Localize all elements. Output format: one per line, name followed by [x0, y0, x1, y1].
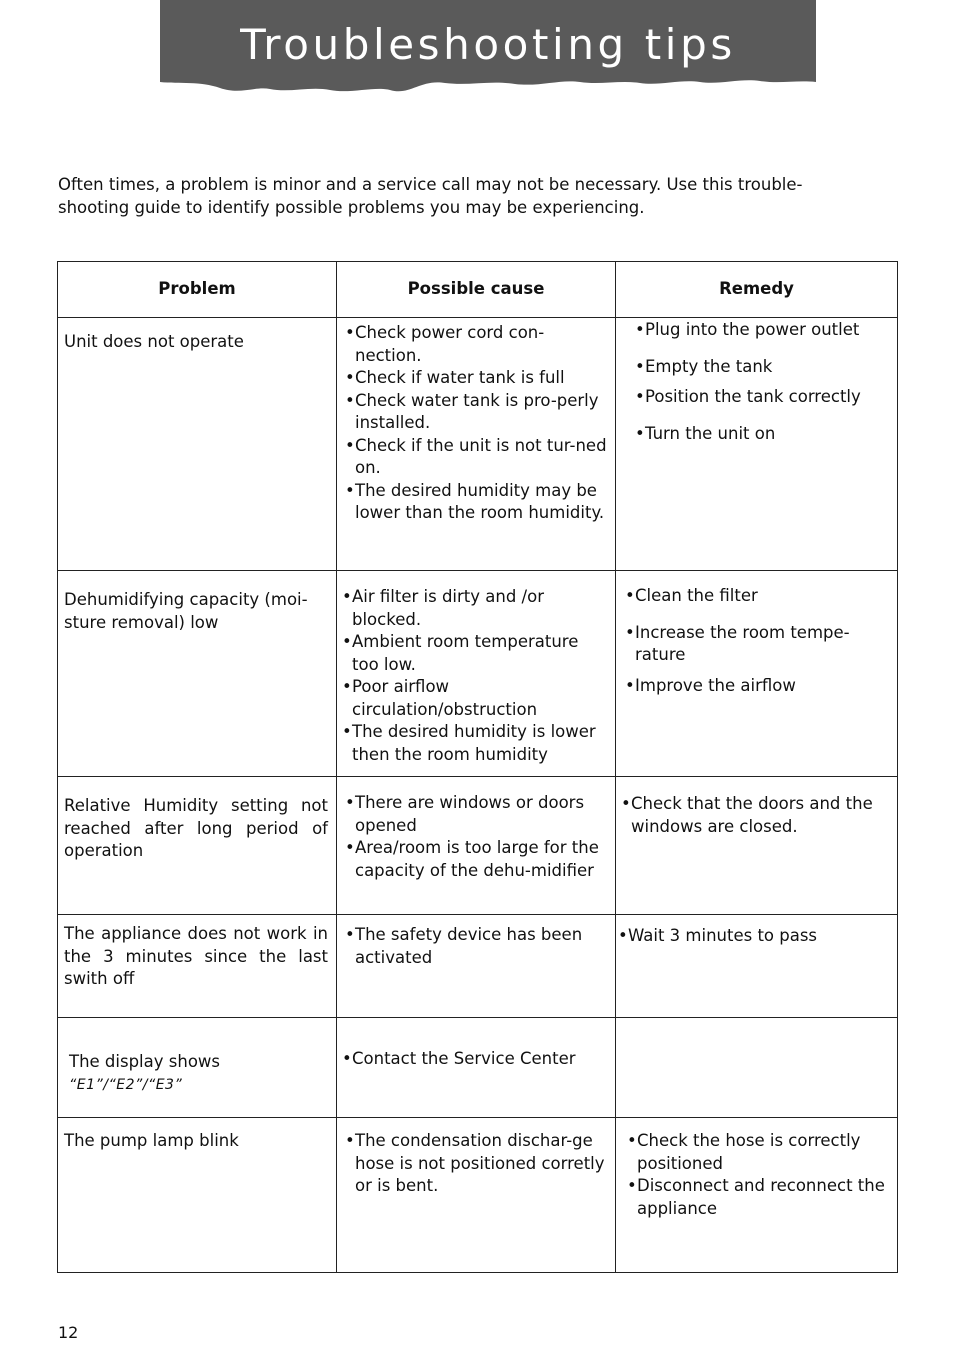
remedy-cell	[616, 777, 898, 915]
problem-text: Relative Humidity setting not reached after long period of operation	[64, 796, 328, 860]
cause-cell	[337, 777, 616, 915]
problem-cell	[58, 318, 337, 571]
cause-item: • Check water tank is pro-perly installed.	[345, 390, 610, 435]
intro-line: shooting guide to identify possible problems you may be experiencing.	[58, 197, 645, 217]
cause-item: • The safety device has been activated	[345, 924, 610, 969]
cause-item: • Area/room is too large for the capacity of the dehu-midifier	[345, 837, 610, 882]
column-header-remedy: Remedy	[616, 262, 898, 318]
intro-paragraph	[58, 174, 908, 219]
remedy-cell	[616, 915, 898, 1018]
table-row	[58, 1018, 898, 1118]
problem-text: The appliance does not work in the 3 minutes since the last swith off	[64, 924, 328, 988]
table-row	[58, 777, 898, 915]
cause-cell	[337, 571, 616, 777]
problem-cell	[58, 777, 337, 915]
cause-cell	[337, 915, 616, 1018]
table-header-row	[58, 262, 898, 318]
remedy-item: • Increase the room tempe-rature	[625, 622, 892, 667]
remedy-item: • Turn the unit on	[635, 423, 892, 446]
cause-item: • Check power cord con-nection.	[345, 322, 610, 367]
table-row	[58, 915, 898, 1018]
cause-item: • Check if the unit is not tur-ned on.	[345, 435, 610, 480]
remedy-cell	[616, 1118, 898, 1273]
remedy-item: • Improve the airflow	[625, 675, 892, 698]
cause-item: • The condensation dischar-ge hose is not positioned corretly or is bent.	[345, 1130, 610, 1198]
column-header-problem: Problem	[58, 262, 337, 318]
cause-item: • Poor airflow circulation/obstruction	[342, 676, 610, 721]
column-header-cause: Possible cause	[337, 262, 616, 318]
remedy-item: • Position the tank correctly	[635, 386, 892, 409]
problem-cell	[58, 571, 337, 777]
table-row	[58, 1118, 898, 1273]
cause-item: • Check if water tank is full	[345, 367, 610, 390]
cause-cell	[337, 1018, 616, 1118]
problem-cell	[58, 915, 337, 1018]
cause-item: • Air filter is dirty and /or blocked.	[342, 586, 610, 631]
cause-cell	[337, 318, 616, 571]
remedy-item: • Empty the tank	[635, 356, 892, 379]
cause-item: • There are windows or doors opened	[345, 792, 610, 837]
page-title: Troubleshooting tips	[240, 20, 736, 69]
cause-item: • Ambient room temperature too low.	[342, 631, 610, 676]
cause-item: • The desired humidity may be lower than the room humidity.	[345, 480, 610, 525]
problem-text: The display shows	[69, 1052, 221, 1071]
cause-item: • The desired humidity is lower then the room humidity	[342, 721, 610, 766]
remedy-cell	[616, 318, 898, 571]
problem-text: Unit does not operate	[64, 332, 244, 351]
remedy-item: • Clean the filter	[625, 585, 892, 608]
cause-item: • Contact the Service Center	[342, 1048, 610, 1071]
intro-line: Often times, a problem is minor and a service call may not be necessary. Use this trouble-	[58, 175, 803, 194]
problem-cell	[58, 1118, 337, 1273]
page-number: 12	[58, 1323, 79, 1342]
problem-text: Dehumidifying capacity (moi-sture removal) low	[64, 590, 308, 632]
remedy-item: • Plug into the power outlet	[635, 319, 892, 342]
remedy-item: • Check the hose is correctly positioned	[627, 1130, 892, 1175]
table-row	[58, 318, 898, 571]
remedy-item: • Disconnect and reconnect the appliance	[627, 1175, 892, 1220]
cause-cell	[337, 1118, 616, 1273]
problem-text: The pump lamp blink	[64, 1131, 239, 1150]
error-codes: “E1”/“E2”/“E3”	[69, 1076, 183, 1093]
problem-cell	[58, 1018, 337, 1118]
title-banner	[160, 0, 816, 100]
remedy-cell	[616, 1018, 898, 1118]
remedy-item: • Wait 3 minutes to pass	[618, 925, 892, 948]
table-row	[58, 571, 898, 777]
troubleshooting-table	[57, 261, 898, 1273]
remedy-cell	[616, 571, 898, 777]
remedy-item: • Check that the doors and the windows are closed.	[621, 793, 892, 838]
